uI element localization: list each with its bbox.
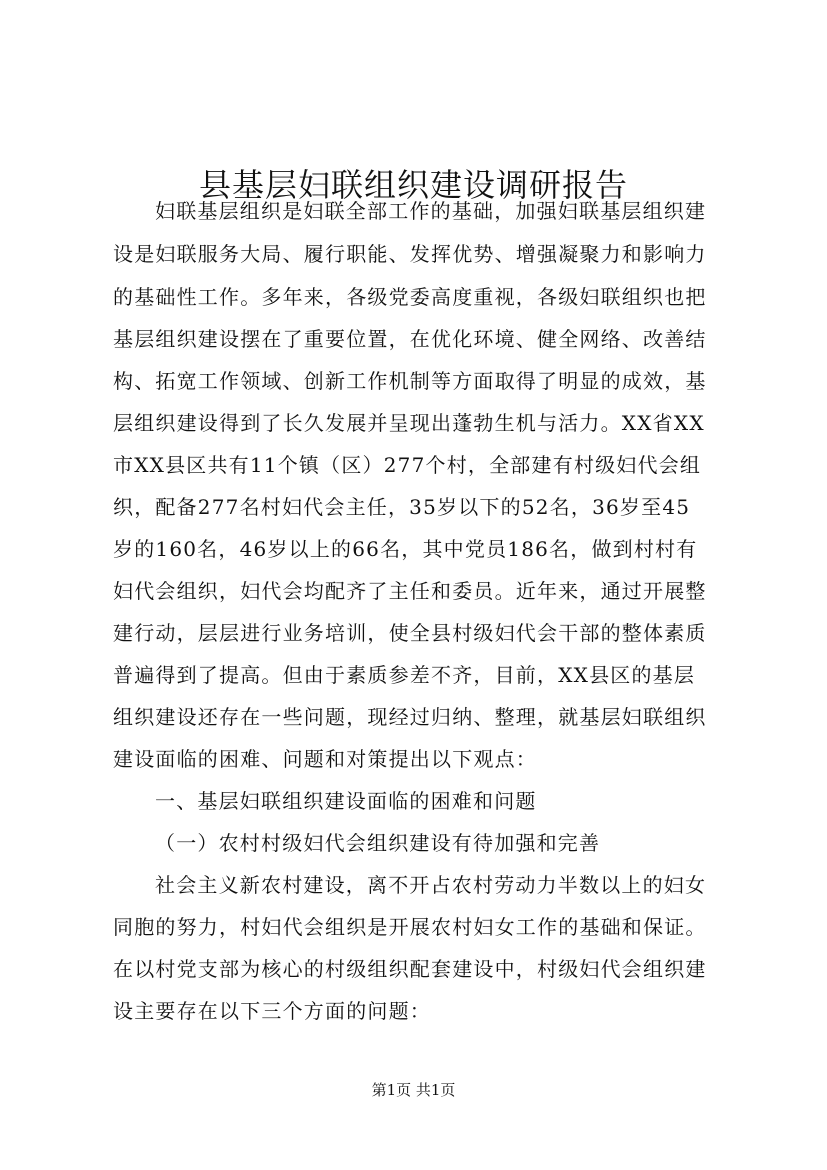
paragraph-line: 妇代会组织，妇代会均配齐了主任和委员。近年来，通过开展整 bbox=[113, 579, 707, 603]
paragraph-line: 市XX县区共有11个镇（区）277个村，全部建有村级妇代会组 bbox=[113, 453, 702, 477]
paragraph-line: 同胞的努力，村妇代会组织是开展农村妇女工作的基础和保证。 bbox=[113, 915, 707, 939]
paragraph-line: 层组织建设得到了长久发展并呈现出蓬勃生机与活力。XX省XX bbox=[113, 411, 705, 435]
paragraph-line: 设主要存在以下三个方面的问题： bbox=[113, 999, 431, 1023]
paragraph-line: 织，配备277名村妇代会主任，35岁以下的52名，36岁至45 bbox=[113, 495, 691, 519]
paragraph-line: 社会主义新农村建设，离不开占农村劳动力半数以上的妇女 bbox=[155, 873, 707, 897]
paragraph-line: 建行动，层层进行业务培训，使全县村级妇代会干部的整体素质 bbox=[113, 621, 707, 645]
page-footer: 第1页 共1页 bbox=[371, 1081, 456, 1099]
paragraph-line: 建设面临的困难、问题和对策提出以下观点： bbox=[113, 747, 537, 771]
paragraph-line: 基层组织建设摆在了重要位置，在优化环境、健全网络、改善结 bbox=[113, 327, 707, 351]
paragraph-line: 构、拓宽工作领域、创新工作机制等方面取得了明显的成效，基 bbox=[113, 369, 707, 393]
paragraph-line: 设是妇联服务大局、履行职能、发挥优势、增强凝聚力和影响力 bbox=[113, 242, 707, 266]
document-title: 县基层妇联组织建设调研报告 bbox=[198, 166, 628, 205]
subsection-heading: （一）农村村级妇代会组织建设有待加强和完善 bbox=[155, 831, 601, 855]
paragraph-line: 普遍得到了提高。但由于素质参差不齐，目前，XX县区的基层 bbox=[113, 663, 696, 687]
paragraph-line: 的基础性工作。多年来，各级党委高度重视，各级妇联组织也把 bbox=[113, 285, 707, 309]
paragraph-line: 妇联基层组织是妇联全部工作的基础，加强妇联基层组织建 bbox=[155, 199, 707, 223]
paragraph-line: 在以村党支部为核心的村级组织配套建设中，村级妇代会组织建 bbox=[113, 957, 707, 981]
paragraph-line: 岁的160名，46岁以上的66名，其中党员186名，做到村村有 bbox=[113, 537, 698, 561]
paragraph-line: 组织建设还存在一些问题，现经过归纳、整理，就基层妇联组织 bbox=[113, 705, 707, 729]
section-heading: 一、基层妇联组织建设面临的困难和问题 bbox=[155, 789, 537, 813]
